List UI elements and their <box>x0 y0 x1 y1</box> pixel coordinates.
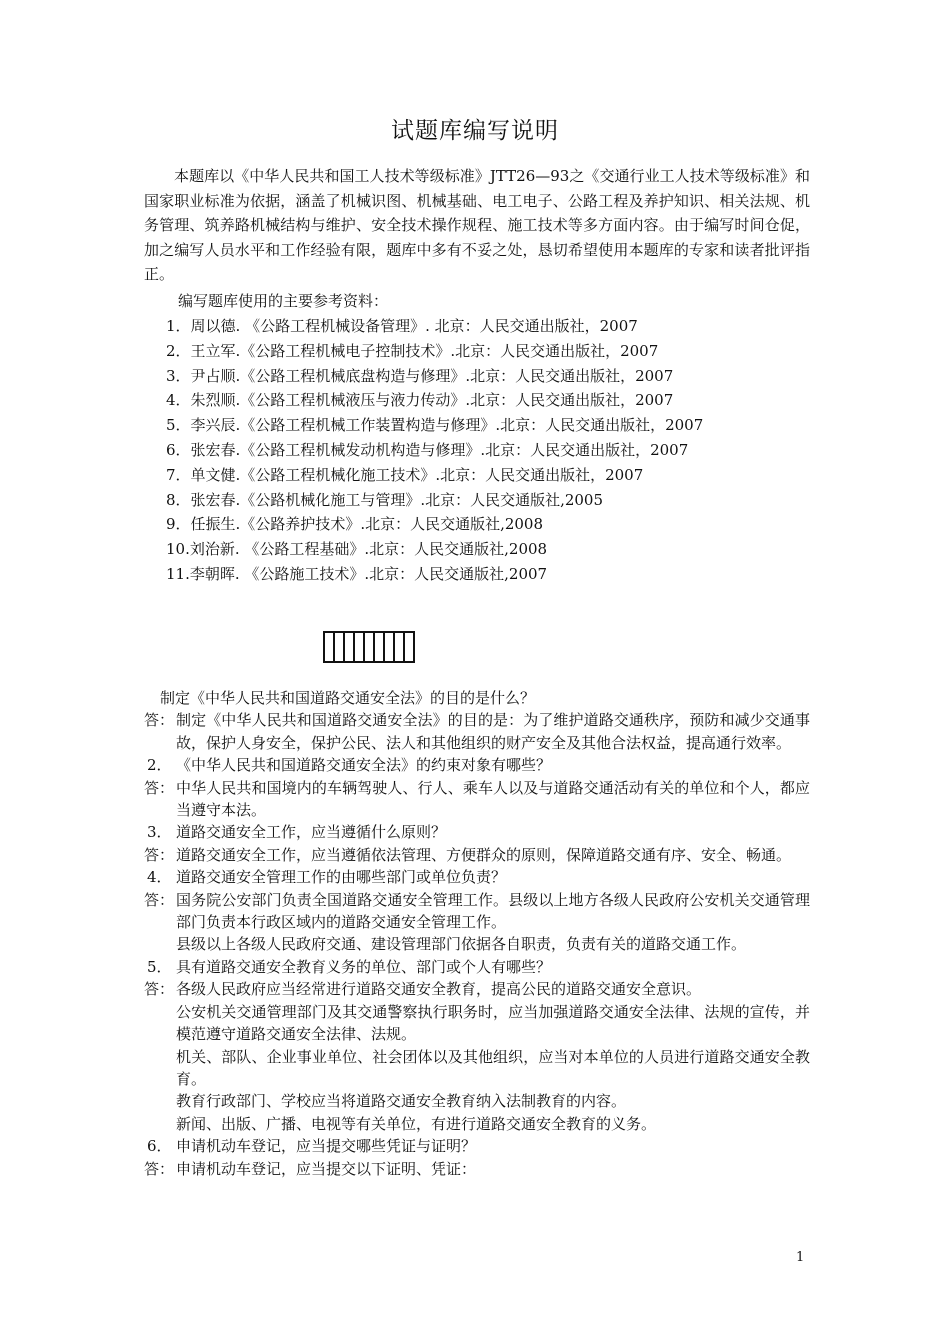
references-heading: 编写题库使用的主要参考资料： <box>178 292 389 310</box>
question-number: 6． <box>147 1137 172 1156</box>
answer-label: 答： <box>144 890 175 909</box>
question-text: 申请机动车登记，应当提交哪些凭证与证明？ <box>176 1137 477 1156</box>
page-title: 试题库编写说明 <box>391 118 559 144</box>
answer-text: 道路交通安全工作，应当遵循依法管理、方便群众的原则，保障道路交通有序、安全、畅通。 <box>176 845 792 864</box>
reference-item: 10.刘治新. 《公路工程基础》.北京：人民交通版社,2008 <box>166 540 548 559</box>
answer-text: 中华人民共和国境内的车辆驾驶人、行人、乘车人以及与道路交通活动有关的单位和个人，都应当遵守本法。 <box>176 778 810 820</box>
question-6 <box>144 1135 810 1157</box>
answer-text: 申请机动车登记，应当提交以下证明、凭证： <box>176 1159 477 1178</box>
reference-item: 2．王立军.《公路工程机械电子控制技术》.北京：人民交通出版社，2007 <box>166 341 659 360</box>
answer-paragraph: 县级以上各级人民政府交通、建设管理部门依据各自职责，负责有关的道路交通工作。 <box>176 935 747 954</box>
answer-3 <box>144 844 810 866</box>
answer-text: 各级人民政府应当经常进行道路交通安全教育，提高公民的道路交通安全意识。 <box>176 980 702 999</box>
question-number: 2． <box>147 756 172 775</box>
answer-text: 制定《中华人民共和国道路交通安全法》的目的是：为了维护道路交通秩序，预防和减少交通事故，保护人身安全，保护公民、法人和其他组织的财产安全及其他合法权益，提高通行效率。 <box>176 711 810 752</box>
question-text: 道路交通安全工作，应当遵循什么原则？ <box>176 823 447 842</box>
reference-item: 7．单文健.《公路工程机械化施工技术》.北京：人民交通出版社，2007 <box>166 465 644 484</box>
answer-label: 答： <box>144 778 175 797</box>
intro-text: 本题库以《中华人民共和国工人技术等级标准》JTT26—93之《交通行业工人技术等级标准》和国家职业标准为依据，涵盖了机械识图、机械基础、电工电子、公路工程及养护知识、相关法规、机务管理、筑养路机械结构与维护、安全技术操作规程、施工技术等多方面内容。由于编写时间仓促，加之编写人员水平和工作经验有限，题库中多有不妥之处，恳切希望使用本题库的专家和读者批评指正。 <box>144 167 810 283</box>
question-text: 道路交通安全管理工作的由哪些部门或单位负责？ <box>176 868 507 887</box>
intro-paragraph <box>144 164 810 287</box>
answer-1 <box>144 709 810 754</box>
answer-2 <box>144 777 810 822</box>
missing-glyph-box <box>395 633 405 661</box>
question-1 <box>144 687 810 709</box>
answer-paragraph: 新闻、出版、广播、电视等有关单位，有进行道路交通安全教育的义务。 <box>176 1114 657 1133</box>
question-text: 具有道路交通安全教育义务的单位、部门或个人有哪些？ <box>176 957 552 976</box>
answer-label: 答： <box>144 980 175 999</box>
question-4 <box>144 866 810 888</box>
reference-item: 8．张宏春.《公路机械化施工与管理》.北京：人民交通版社,2005 <box>166 490 604 509</box>
reference-item: 6．张宏春.《公路工程机械发动机构造与修理》.北京：人民交通出版社，2007 <box>166 440 689 459</box>
missing-glyph-box <box>345 633 355 661</box>
answer-label: 答： <box>144 1159 175 1178</box>
answer-label: 答： <box>144 845 175 864</box>
answer-label: 答： <box>144 711 175 730</box>
answer-paragraph: 教育行政部门、学校应当将道路交通安全教育纳入法制教育的内容。 <box>176 1092 627 1111</box>
references-list <box>166 314 806 587</box>
question-2 <box>144 754 810 776</box>
missing-glyph-box <box>325 633 335 661</box>
question-number: 3． <box>147 823 172 842</box>
question-5 <box>144 956 810 978</box>
reference-item: 5．李兴辰.《公路工程机械工作装置构造与修理》.北京：人民交通出版社，2007 <box>166 416 704 435</box>
missing-glyph-box <box>375 633 385 661</box>
reference-item: 4．朱烈顺.《公路工程机械液压与液力传动》.北京：人民交通出版社，2007 <box>166 391 674 410</box>
question-number: 5． <box>147 957 172 976</box>
page-number: 1 <box>796 1250 805 1265</box>
missing-glyph-box <box>405 633 415 661</box>
answer-paragraph: 机关、部队、企业事业单位、社会团体以及其他组织，应当对本单位的人员进行道路交通安全教育。 <box>176 1047 810 1088</box>
reference-item: 1．周以德. 《公路工程机械设备管理》. 北京：人民交通出版社，2007 <box>166 317 638 335</box>
question-number: 4． <box>147 868 172 887</box>
answer-paragraph: 公安机关交通管理部门及其交通警察执行职务时，应当加强道路交通安全法律、法规的宣传，并模范遵守道路交通安全法律、法规。 <box>176 1002 810 1044</box>
missing-glyph-box <box>365 633 375 661</box>
missing-glyph-box <box>355 633 365 661</box>
question-text: 《中华人民共和国道路交通安全法》的约束对象有哪些？ <box>176 756 552 775</box>
reference-item: 9．任振生.《公路养护技术》.北京：人民交通版社,2008 <box>166 515 544 534</box>
missing-glyph-box <box>385 633 395 661</box>
reference-item: 3．尹占顺.《公路工程机械底盘构造与修理》.北京：人民交通出版社，2007 <box>166 366 674 385</box>
missing-glyph-box <box>335 633 345 661</box>
answer-6 <box>144 1158 810 1180</box>
answer-5 <box>144 978 810 1000</box>
reference-item: 11.李朝晖. 《公路施工技术》.北京：人民交通版社,2007 <box>166 564 548 583</box>
question-text: 制定《中华人民共和国道路交通安全法》的目的是什么？ <box>160 689 536 707</box>
answer-text: 国务院公安部门负责全国道路交通安全管理工作。县级以上地方各级人民政府公安机关交通管理部门负责本行政区域内的道路交通安全管理工作。 <box>176 890 810 932</box>
garbled-section-heading <box>323 631 415 663</box>
answer-4 <box>144 889 810 934</box>
question-3 <box>144 821 810 843</box>
qa-section <box>144 687 810 1180</box>
